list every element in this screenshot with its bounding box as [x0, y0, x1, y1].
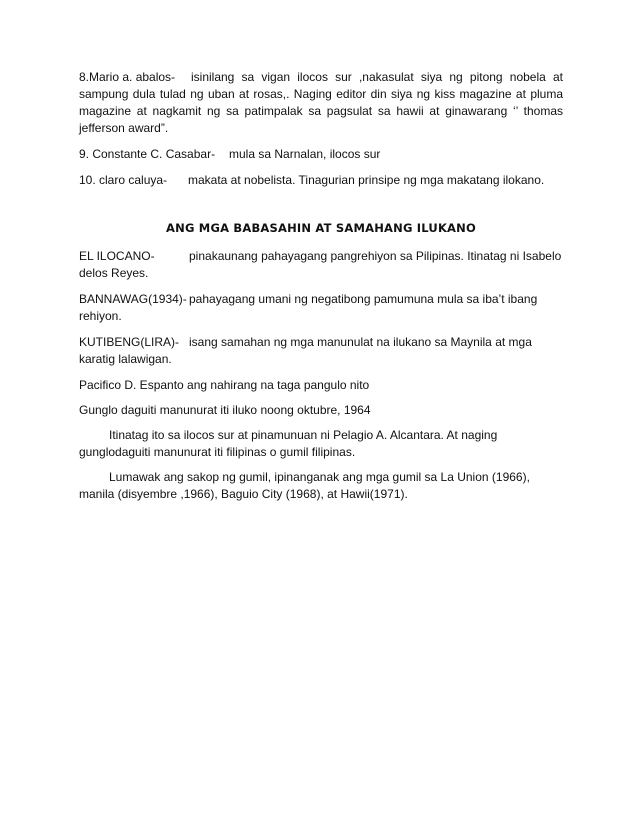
bio-term: 10. claro caluya- [79, 173, 168, 187]
paragraph-espanto: Pacifico D. Espanto ang nahirang na taga pangulo nito [79, 378, 370, 392]
bio-term: 9. Constante C. Casabar- [79, 147, 216, 161]
bio-term: 8.Mario a. abalos- [79, 70, 176, 84]
entry-text: pahayagang umani ng negatibong pamumuna mula sa iba’t ibang rehiyon. [79, 292, 538, 323]
bio-text: makata at nobelista. Tinagurian prinsipe ng mga makatang ilokano. [188, 173, 545, 187]
entry-text: isang samahan ng mga manunulat na ilukano sa Maynila at mga karatig lalawigan. [79, 335, 532, 366]
entry-text: pinakaunang pahayagang pangrehiyon sa Pilipinas. Itinatag ni Isabelo delos Reyes. [79, 249, 562, 280]
paragraph-gunglo: Gunglo daguiti manunurat iti iluko noong oktubre, 1964 [79, 403, 371, 417]
entry-term: EL ILOCANO- [79, 249, 155, 263]
paragraph-itinatag: Itinatag ito sa ilocos sur at pinamunuan ni Pelagio A. Alcantara. At naging gunglodaguiti manunurat iti filipinas o gumil filipinas. [79, 428, 498, 459]
bio-mario-abalos [79, 69, 563, 137]
entry-bannawag [79, 291, 563, 325]
bio-text: mula sa Narnalan, ilocos sur [229, 147, 381, 161]
document-body [79, 69, 563, 511]
section-heading: ANG MGA BABASAHIN AT SAMAHANG ILUKANO [166, 221, 476, 235]
bio-text: isinilang sa vigan ilocos sur ,nakasulat siya ng pitong nobela at sampung dula tulad ng uban at rosas,. Naging editor din siya ng kiss magazine at pluma magazine at nagkamit ng sa patimpalak sa pagsulat sa hawii at ginawarang ‘’ thomas jefferson award”. [79, 70, 563, 135]
bio-constante-casabar [79, 146, 563, 163]
entry-el-ilocano [79, 248, 563, 282]
bio-claro-caluya [79, 172, 563, 189]
entry-term: BANNAWAG(1934)- [79, 292, 187, 306]
entry-kutibeng [79, 334, 563, 368]
entry-term: KUTIBENG(LIRA)- [79, 335, 180, 349]
paragraph-lumawak: Lumawak ang sakop ng gumil, ipinanganak ang mga gumil sa La Union (1966), manila (disyembre ,1966), Baguio City (1968), at Hawii(1971). [79, 470, 530, 501]
